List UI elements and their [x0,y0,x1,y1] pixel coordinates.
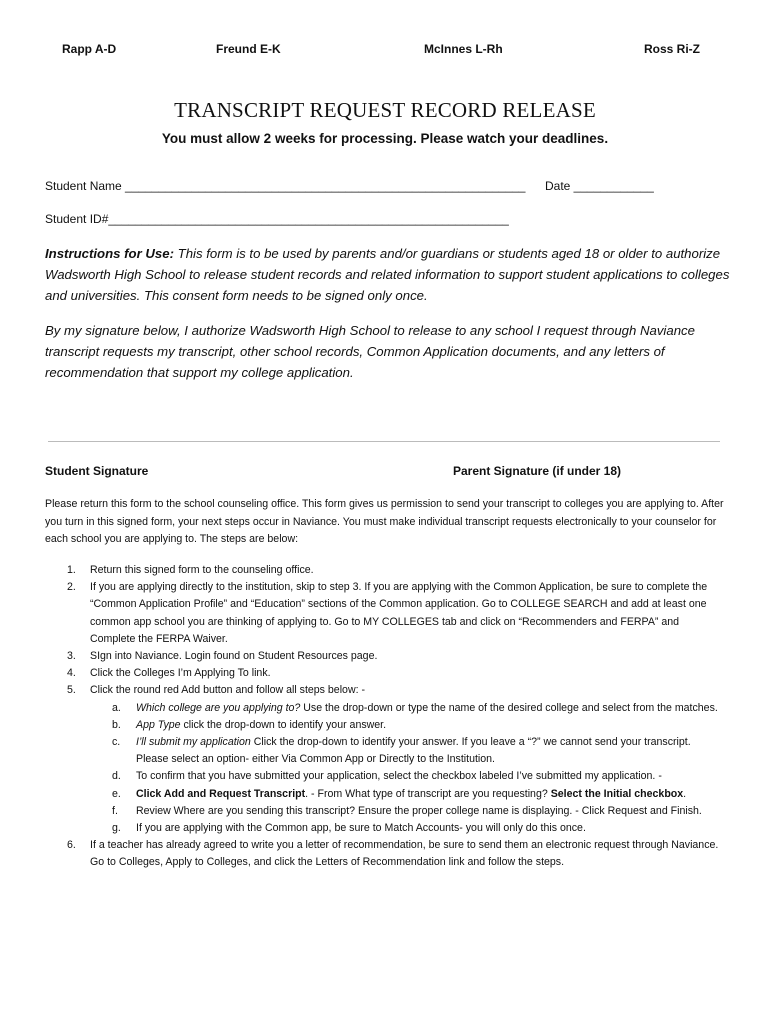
substep-text-2: . [683,787,687,800]
list-item [45,562,725,579]
step-text: If a teacher has already agreed to write you a letter of recommendation, be sure to send them an electronic request through Naviance. Go to Colleges, Apply to Colleges, and click the Letters of Recommendation link and follow the steps. [90,839,719,869]
substep-text: click the drop-down to identify your answer. [180,718,387,731]
authorization-paragraph: By my signature below, I authorize Wadsworth High School to release to any school I request through Naviance transcript requests my transcript, other school records, Common Application documents, and any letters of recommendation that support my college application. [45,323,695,380]
student-name-field[interactable]: Student Name ____________________________________________________________ [45,179,526,193]
list-item [45,665,725,682]
list-item [45,648,725,665]
list-item [45,579,725,648]
intro-paragraph: Please return this form to the school counseling office. This form gives us permission to send your transcript to colleges you are applying to. After you turn in this signed form, your next steps occur in Naviance. You must make individual transcript requests electronically to your counselor for each school you are applying to. The steps are below: [45,498,724,545]
step-number: 4. [67,667,76,680]
substep-letter: g. [112,822,121,835]
date-field[interactable]: Date ____________ [545,179,654,193]
page-title: TRANSCRIPT REQUEST RECORD RELEASE [174,98,596,122]
substep-text: Click the drop-down to identify your answer. If you leave a “?” we cannot send your transcript. Please select an option- either Via Common App or Directly to the Institution. [136,736,691,766]
step-text: SIgn into Naviance. Login found on Student Resources page. [90,650,378,663]
list-item [90,700,725,717]
list-item [90,717,725,734]
step-text: Return this signed form to the counseling office. [90,564,314,576]
header-group-3: McInnes L-Rh [424,42,503,56]
substep-letter: e. [112,787,121,800]
processing-notice: You must allow 2 weeks for processing. Please watch your deadlines. [161,131,609,146]
steps-list [45,562,725,872]
step-number: 5. [67,684,76,697]
student-id-field[interactable]: Student ID#____________________________________________________________ [45,212,509,226]
header-group-4: Ross Ri-Z [644,42,701,56]
list-item [90,786,725,803]
substep-text: To confirm that you have submitted your application, select the checkbox labeled I’ve submitted my application. - [136,770,662,783]
instructions-paragraph [45,243,735,306]
substep-letter: f. [112,804,118,817]
list-item [45,837,725,871]
header-group-2: Freund E-K [216,42,281,56]
substep-emphasis: Which college are you applying to? [136,701,301,714]
parent-signature-label: Parent Signature (if under 18) [453,464,622,478]
list-item [90,734,725,768]
substep-letter: b. [112,718,121,731]
step-text: Click the Colleges I’m Applying To link. [90,667,271,680]
step-number: 3. [67,650,76,663]
substep-text: Review Where are you sending this transcript? Ensure the proper college name is displaying. - Click Request and Finish. [136,804,702,817]
list-item [90,820,725,837]
substep-emphasis: App Type [136,718,181,731]
list-item [90,768,725,785]
step-text: If you are applying directly to the institution, skip to step 3. If you are applying with the Common Application, be sure to complete the “Common Application Profile” and “Education” sections of the Common application. Go to COLLEGE SEARCH and add at least one common app school you are thinking of applying to. Go to MY COLLEGES tab and click on “Recommenders and FERPA” and Complete the FERPA Waiver. [90,581,708,645]
substep-strong: Click Add and Request Transcript [136,787,306,800]
substep-text: Use the drop-down or type the name of the desired college and select from the matches. [300,701,718,714]
list-item [45,682,725,837]
substep-text: If you are applying with the Common app, be sure to Match Accounts- you will only do this once. [136,822,586,835]
step-text: Click the round red Add button and follow all steps below: - [90,684,366,697]
step-number: 6. [67,839,76,852]
list-item [90,803,725,820]
instructions-label: Instructions for Use: [45,246,174,261]
substeps-list [90,700,725,838]
step-number: 2. [67,581,76,594]
signature-line [48,441,720,442]
substep-emphasis: I’ll submit my application [136,736,251,749]
substep-text: . - From What type of transcript are you requesting? [305,787,551,800]
student-signature-label: Student Signature [45,464,149,478]
substep-letter: d. [112,770,121,783]
substep-letter: a. [112,701,121,714]
header-group-1: Rapp A-D [62,42,117,56]
instructions-text: This form is to be used by parents and/or guardians or students aged 18 or older to authorize Wadsworth High School to release student records and related information to support student applications to colleges and universities. This consent form needs to be signed only once. [45,246,730,303]
substep-letter: c. [112,736,121,749]
substep-strong-2: Select the Initial checkbox [550,787,684,800]
step-number: 1. [67,564,76,576]
